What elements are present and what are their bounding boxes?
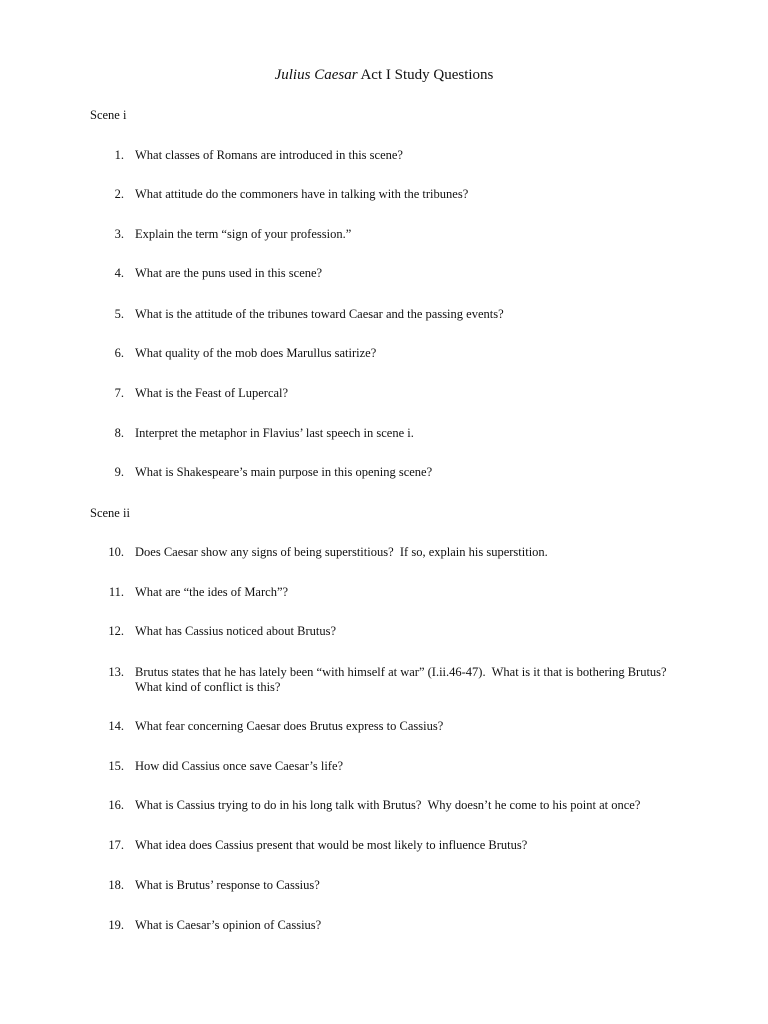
question-text: What attitude do the commoners have in talking with the tribunes? bbox=[135, 187, 469, 201]
question-text: What has Cassius noticed about Brutus? bbox=[135, 624, 337, 638]
question-text: Interpret the metaphor in Flavius’ last speech in scene i. bbox=[135, 426, 414, 440]
question-number: 18. bbox=[108, 878, 124, 892]
page-title bbox=[0, 66, 768, 84]
title-italic: Julius Caesar bbox=[274, 67, 358, 83]
question-text: What is Brutus’ response to Cassius? bbox=[135, 878, 320, 892]
question-number: 15. bbox=[108, 759, 124, 773]
question-number: 17. bbox=[108, 838, 124, 852]
question-number: 11. bbox=[108, 585, 124, 599]
question-number: 8. bbox=[114, 426, 124, 440]
question-number: 16. bbox=[108, 798, 124, 812]
question-text: What fear concerning Caesar does Brutus express to Cassius? bbox=[135, 719, 444, 733]
question-number: 19. bbox=[108, 918, 124, 932]
question-text: What classes of Romans are introduced in this scene? bbox=[135, 148, 403, 162]
question-number: 10. bbox=[108, 545, 124, 559]
question-number: 2. bbox=[114, 187, 124, 201]
question-number: 5. bbox=[114, 307, 124, 321]
question-text: What is Cassius trying to do in his long talk with Brutus? Why doesn’t he come to his point at once? bbox=[135, 798, 641, 812]
question-number: 9. bbox=[114, 465, 124, 479]
question-number: 13. bbox=[108, 665, 124, 679]
question-text: What idea does Cassius present that would be most likely to influence Brutus? bbox=[135, 838, 528, 852]
question-text: What is the Feast of Lupercal? bbox=[135, 386, 289, 400]
question-number: 6. bbox=[114, 346, 124, 360]
question-number: 14. bbox=[108, 719, 124, 733]
question-text: Brutus states that he has lately been “with himself at war” (I.ii.46-47). What is it that is bothering Brutus? What kind of conflict is this? bbox=[135, 665, 667, 694]
question-text: Explain the term “sign of your profession.” bbox=[135, 227, 352, 241]
question-number: 7. bbox=[114, 386, 124, 400]
scene-heading-i: Scene i bbox=[90, 108, 127, 122]
question-number: 12. bbox=[108, 624, 124, 638]
question-text: What are “the ides of March”? bbox=[135, 585, 289, 599]
title-rest: Act I Study Questions bbox=[357, 67, 494, 83]
question-text: What quality of the mob does Marullus satirize? bbox=[135, 346, 377, 360]
question-text: How did Cassius once save Caesar’s life? bbox=[135, 759, 344, 773]
question-text: What is the attitude of the tribunes toward Caesar and the passing events? bbox=[135, 307, 504, 321]
question-text: What is Shakespeare’s main purpose in this opening scene? bbox=[135, 465, 433, 479]
question-number: 4. bbox=[114, 266, 124, 280]
question-text: What is Caesar’s opinion of Cassius? bbox=[135, 918, 322, 932]
question-number: 1. bbox=[114, 148, 124, 162]
question-text: Does Caesar show any signs of being superstitious? If so, explain his superstition. bbox=[135, 545, 548, 559]
question-text: What are the puns used in this scene? bbox=[135, 266, 323, 280]
scene-heading-ii: Scene ii bbox=[90, 506, 130, 520]
question-number: 3. bbox=[114, 227, 124, 241]
